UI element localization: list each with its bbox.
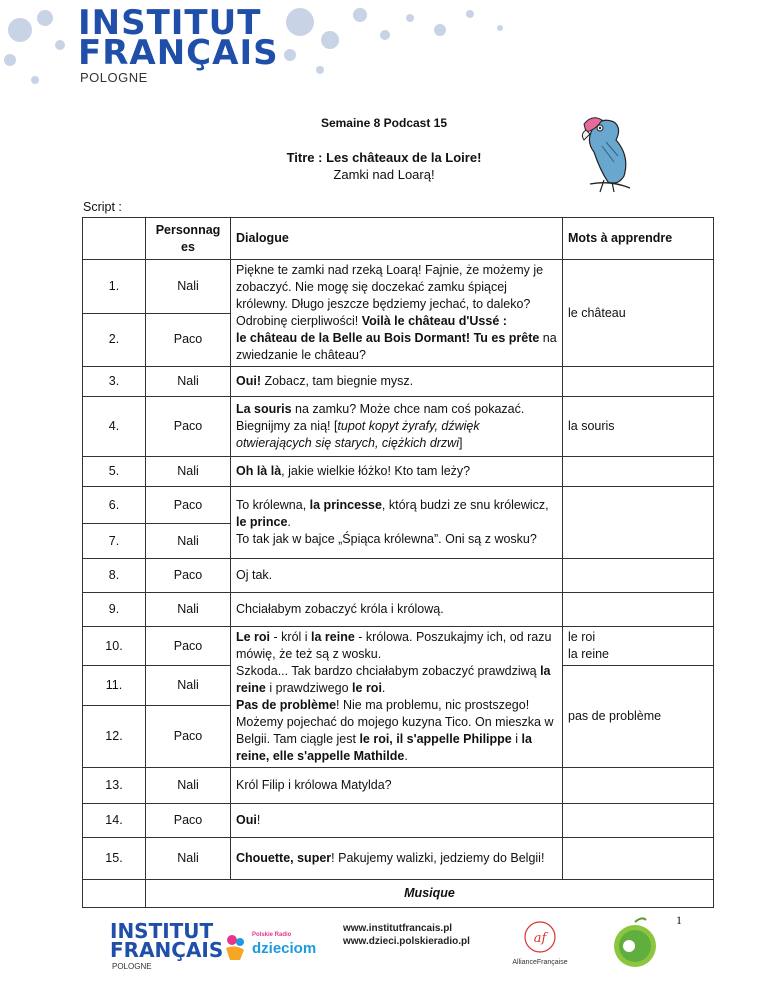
row-dialogue: Chciałabym zobaczyć króla i królową.	[231, 593, 563, 627]
dialogue-3-text-b: Zobacz, tam biegnie mysz.	[261, 374, 414, 388]
dialogue-10-text-a: Le roi	[236, 630, 271, 644]
dialogue-2-text-d: na zwiedzanie le château?	[236, 331, 557, 362]
row-speaker: Paco	[146, 706, 231, 768]
row-dialogue	[231, 397, 563, 457]
row-mots	[563, 768, 714, 804]
row-num: 7.	[83, 524, 146, 559]
row-speaker: Paco	[146, 559, 231, 593]
alliance-francaise-emblem	[523, 920, 557, 954]
radio-kids-icon	[222, 932, 250, 962]
institut-francais-logo	[78, 3, 279, 73]
header-dialogue: Dialogue	[231, 218, 563, 260]
dialogue-6-text-e: .	[287, 515, 291, 529]
mots-la-reine: la reine	[568, 647, 609, 661]
row-mots	[563, 559, 714, 593]
pic-apple-logo	[612, 914, 658, 970]
row-mots	[563, 593, 714, 627]
dialogue-11-text-b: la reine	[236, 664, 551, 695]
dialogue-4-text-d: ]	[459, 436, 463, 450]
logo-subtitle: POLOGNE	[80, 70, 148, 85]
row-dialogue: Oj tak.	[231, 559, 563, 593]
table-row	[83, 397, 714, 457]
row-mots	[563, 487, 714, 559]
dialogue-12-text-b: ! Nie ma problemu, nic prostszego! Możemy pojechać do mojego kuzyna Tico. On mieszka w Belgii. Tam ciągle jest	[236, 698, 554, 746]
url-polskieradio: www.dzieci.polskieradio.pl	[343, 936, 470, 947]
row-speaker: Paco	[146, 397, 231, 457]
dialogue-11-text-e: .	[381, 681, 386, 695]
row-speaker: Paco	[146, 804, 231, 838]
header-num-cell	[83, 218, 146, 260]
dialogue-15-text-a: Chouette, super	[236, 851, 332, 865]
dialogue-6-text-d: le prince	[236, 515, 288, 529]
row-mots	[563, 457, 714, 487]
dialogue-5-text-a: Oh là là	[236, 464, 282, 478]
row-num: 11.	[83, 666, 146, 706]
dialogue-14-text-b: !	[256, 813, 261, 827]
table-row	[83, 768, 714, 804]
dialogue-7-text: To tak jak w bajce „Śpiąca królewna”. Oni są z wosku?	[236, 532, 537, 546]
row-dialogue	[231, 260, 563, 367]
af-mark: af	[533, 931, 547, 946]
dialogue-2-text-a: Odrobinę cierpliwości!	[236, 314, 362, 328]
alliance-francaise-logo	[505, 920, 575, 970]
row-mots: pas de problème	[563, 666, 714, 768]
logo-line-2: FRANÇAIS	[78, 33, 279, 73]
dialogue-11-text-c: i prawdziwego	[265, 681, 353, 695]
episode-subtitle: Zamki nad Loarą!	[333, 167, 435, 182]
row-mots: la souris	[563, 397, 714, 457]
musique-label: Musique	[404, 886, 455, 900]
row-mots	[563, 367, 714, 397]
episode-title: Titre : Les châteaux de la Loire!	[286, 150, 482, 165]
footer-logo-line-2: FRANÇAIS	[110, 938, 224, 962]
polskie-radio-dzieciom-logo	[222, 930, 322, 964]
dialogue-4-text-b: na zamku? Może chce nam coś pokazać. Biegnijmy za nią! [	[236, 402, 525, 433]
row-num: 8.	[83, 559, 146, 593]
mots-le-roi: le roi	[568, 630, 596, 644]
header-personnages	[146, 218, 231, 260]
row-speaker: Paco	[146, 627, 231, 666]
header-personnages-line2: es	[181, 239, 195, 254]
table-row	[83, 367, 714, 397]
row-speaker: Nali	[146, 260, 231, 314]
dialogue-2-text-c: le château de la Belle au Bois Dormant! Tu es prête	[236, 331, 540, 345]
row-num: 2.	[83, 313, 146, 367]
row-num: 6.	[83, 487, 146, 524]
row-num: 4.	[83, 397, 146, 457]
row-num	[83, 880, 146, 908]
table-row	[83, 260, 714, 314]
row-speaker: Nali	[146, 457, 231, 487]
row-mots: le château	[563, 260, 714, 367]
table-row-musique	[83, 880, 714, 908]
row-speaker: Nali	[146, 367, 231, 397]
row-num: 15.	[83, 838, 146, 880]
row-num: 10.	[83, 627, 146, 666]
dialogue-5-text-b: , jakie wielkie łóżko! Kto tam leży?	[281, 464, 471, 478]
row-dialogue: Król Filip i królowa Matylda?	[231, 768, 563, 804]
footer-logo-subtitle: POLOGNE	[112, 962, 152, 971]
dialogue-15-text-b: ! Pakujemy walizki, jedziemy do Belgii!	[331, 851, 545, 865]
table-row	[83, 627, 714, 666]
row-mots	[563, 627, 714, 666]
dialogue-10-text-b: - król i	[270, 630, 312, 644]
table-row	[83, 838, 714, 880]
dialogue-12-text-f: .	[404, 749, 408, 763]
table-row	[83, 593, 714, 627]
row-speaker: Paco	[146, 313, 231, 367]
dialogue-12-text-d: i	[511, 732, 522, 746]
row-dialogue	[231, 627, 563, 768]
dialogue-12-text-a: Pas de problème	[236, 698, 337, 712]
radio-small-label: Polskie Radio	[252, 932, 292, 938]
dialogue-12-text-e: la reine, elle s'appelle Mathilde	[236, 732, 532, 763]
row-speaker: Nali	[146, 768, 231, 804]
footer-urls	[343, 922, 470, 948]
dialogue-10-text-d: - królowa. Poszukajmy ich, od razu mówię, że też są z wosku.	[236, 630, 552, 661]
row-dialogue	[231, 457, 563, 487]
dialogue-2-text-b: Voilà le château d'Ussé :	[361, 314, 507, 328]
table-row	[83, 487, 714, 524]
url-institut: www.institutfrancais.pl	[343, 923, 453, 934]
dialogue-11-text-a: Szkoda... Tak bardzo chciałabym zobaczyć prawdziwą	[236, 664, 541, 678]
dialogue-10-text-c: la reine	[311, 630, 355, 644]
dialogue-14-text-a: Oui	[236, 813, 257, 827]
row-num: 12.	[83, 706, 146, 768]
header-personnages-line1: Personnag	[155, 222, 221, 237]
row-num: 14.	[83, 804, 146, 838]
dialogue-1-text: Piękne te zamki nad rzeką Loarą! Fajnie, że możemy je zobaczyć. Nie mogę się doczekać zamku śpiącej królewny. Długo jeszcze będziemy jechać, to daleko?	[236, 263, 544, 311]
radio-big-label: dzieciom	[252, 940, 317, 957]
row-dialogue	[231, 367, 563, 397]
dialogue-3-text-a: Oui!	[236, 374, 261, 388]
table-row	[83, 804, 714, 838]
header-mots: Mots à apprendre	[563, 218, 714, 260]
dialogue-4-text-a: La souris	[236, 402, 292, 416]
row-num: 3.	[83, 367, 146, 397]
row-speaker: Nali	[146, 593, 231, 627]
parrot-illustration	[570, 110, 646, 194]
row-speaker: Nali	[146, 666, 231, 706]
script-label: Script :	[83, 200, 122, 214]
row-num: 13.	[83, 768, 146, 804]
dialogue-6-text-b: la princesse	[309, 498, 382, 512]
alliance-francaise-name: AllianceFrançaise	[512, 959, 568, 966]
table-row	[83, 559, 714, 593]
dialogue-6-text-c: , którą budzi ze snu królewicz,	[381, 498, 549, 512]
footer-institut-logo	[110, 919, 224, 962]
row-num: 5.	[83, 457, 146, 487]
dialogue-6-text-a: To królewna,	[236, 498, 310, 512]
row-dialogue	[231, 487, 563, 559]
row-dialogue	[231, 838, 563, 880]
row-speaker: Nali	[146, 524, 231, 559]
row-speaker: Nali	[146, 838, 231, 880]
dialogue-12-text-c: le roi, il s'appelle Philippe	[359, 732, 512, 746]
episode-label: Semaine 8 Podcast 15	[320, 116, 448, 130]
row-num: 1.	[83, 260, 146, 314]
page-number: 1	[676, 913, 682, 927]
dialogue-4-text-c: tupot kopyt żyrafy, dźwięk otwierających się starych, ciężkich drzwi	[236, 419, 480, 450]
script-table	[82, 217, 714, 908]
logo-line-1: INSTITUT	[78, 3, 262, 43]
row-speaker: Paco	[146, 487, 231, 524]
row-dialogue	[231, 804, 563, 838]
row-num: 9.	[83, 593, 146, 627]
row-mots	[563, 804, 714, 838]
dialogue-11-text-d: le roi	[352, 681, 382, 695]
footer-logo-line-1: INSTITUT	[110, 919, 214, 943]
row-mots	[563, 838, 714, 880]
table-row	[83, 457, 714, 487]
table-header-row	[83, 218, 714, 260]
musique-cell	[146, 880, 714, 908]
